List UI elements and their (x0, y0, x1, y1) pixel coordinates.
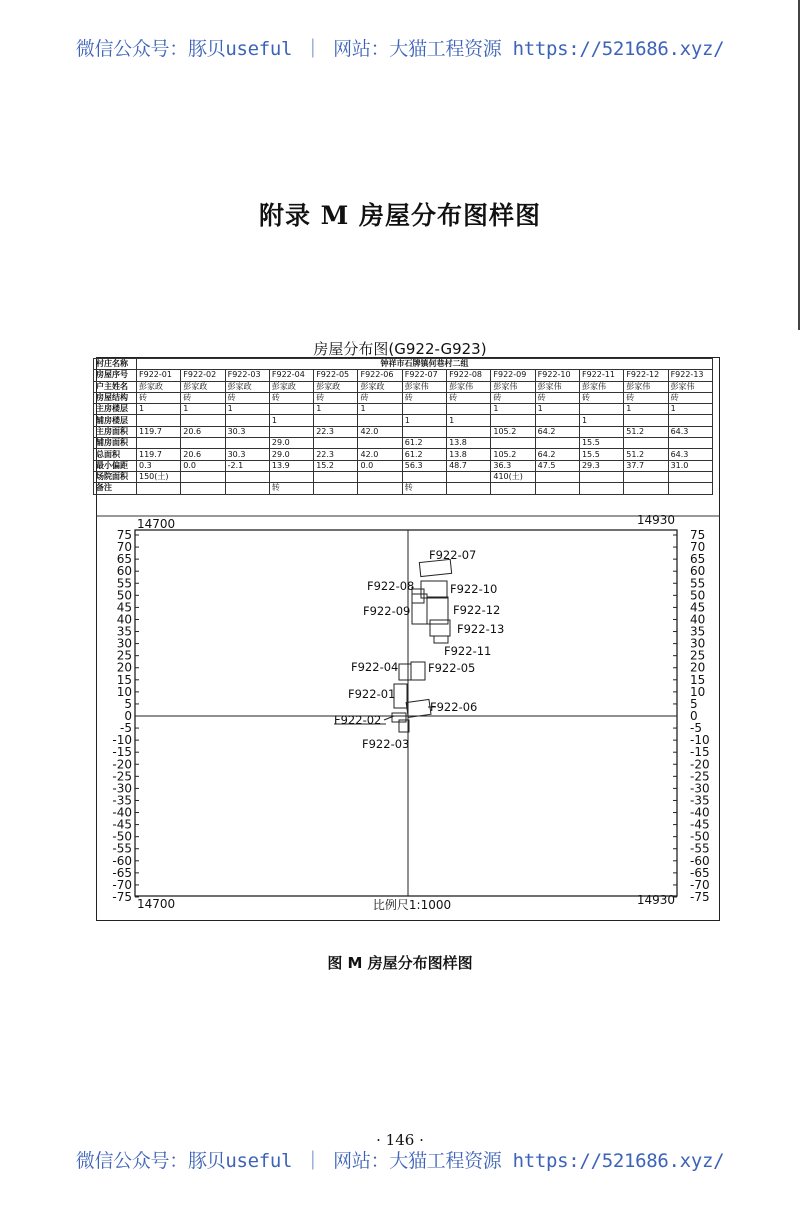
table-cell: 转 (269, 483, 313, 494)
y-tick-label-left: 25 (116, 648, 132, 663)
table-cell: 0.3 (137, 460, 181, 471)
y-tick-label-left: 10 (116, 684, 132, 699)
table-cell: F922-04 (269, 370, 313, 381)
table-cell: 彭家伟 (491, 381, 535, 392)
table-cell: 64.2 (535, 449, 579, 460)
table-cell: 15.5 (579, 449, 623, 460)
row-label: 主房面积 (94, 426, 137, 437)
table-cell: 48.7 (447, 460, 491, 471)
y-tick-label-left: -65 (112, 865, 132, 880)
row-label: 房屋序号 (94, 370, 137, 381)
table-cell: 砖 (402, 392, 446, 403)
table-cell: 61.2 (402, 449, 446, 460)
table-cell: 13.8 (447, 449, 491, 460)
y-tick-label-left: -35 (112, 793, 132, 808)
y-tick-label-right: 10 (690, 684, 706, 699)
x-right-top-label: 14930 (636, 513, 675, 527)
y-tick-label-left: 75 (116, 528, 132, 542)
table-cell: 1 (314, 404, 358, 415)
table-cell: 砖 (269, 392, 313, 403)
figure-title: 房屋分布图(G922-G923) (313, 340, 487, 358)
table-cell: 15.5 (579, 438, 623, 449)
y-tick-label-right: 60 (690, 564, 706, 579)
row-label: 总面积 (94, 449, 137, 460)
table-cell: 彭家政 (314, 381, 358, 392)
table-cell: 119.7 (137, 449, 181, 460)
y-tick-label-left: -5 (120, 721, 132, 736)
y-tick-label-right: -60 (690, 853, 710, 868)
table-cell: 20.6 (181, 426, 225, 437)
table-cell: F922-06 (358, 370, 402, 381)
table-cell: F922-11 (579, 370, 623, 381)
house-f922-05 (411, 662, 425, 680)
table-cell: 15.2 (314, 460, 358, 471)
house-label-f922-10: F922-10 (450, 582, 498, 596)
y-tick-label-left: -25 (112, 769, 132, 784)
table-cell: 30.3 (225, 426, 269, 437)
table-cell: 转 (402, 483, 446, 494)
table-cell: 1 (358, 404, 402, 415)
y-tick-label-left: -55 (112, 841, 132, 856)
house-f922-10 (421, 581, 447, 598)
y-tick-label-left: -10 (112, 733, 132, 748)
table-cell: 47.5 (535, 460, 579, 471)
table-cell: F922-02 (181, 370, 225, 381)
house-label-f922-01: F922-01 (348, 687, 396, 701)
row-label: 房屋结构 (94, 392, 137, 403)
table-cell: 51.2 (624, 449, 668, 460)
table-cell: 彭家政 (225, 381, 269, 392)
house-label-f922-09: F922-09 (363, 604, 411, 618)
table-cell: 0.0 (181, 460, 225, 471)
table-cell: F922-07 (402, 370, 446, 381)
table-cell: 砖 (314, 392, 358, 403)
y-tick-label-left: 70 (116, 540, 132, 555)
house-f922-06 (406, 699, 431, 717)
table-cell: 砖 (447, 392, 491, 403)
table-cell: 砖 (181, 392, 225, 403)
house-label-f922-12: F922-12 (453, 603, 501, 617)
table-cell: 29.3 (579, 460, 623, 471)
table-cell: 56.3 (402, 460, 446, 471)
table-cell: 彭家伟 (447, 381, 491, 392)
y-tick-label-right: 55 (690, 576, 706, 591)
table-cell: 1 (535, 404, 579, 415)
y-tick-label-right: -15 (690, 745, 710, 760)
house-f922-11 (434, 636, 448, 643)
y-tick-label-right: 50 (690, 588, 706, 603)
table-cell: 彭家政 (137, 381, 181, 392)
house-label-f922-06: F922-06 (430, 700, 478, 714)
y-tick-label-right: -35 (690, 793, 710, 808)
house-f922-01 (394, 684, 407, 708)
table-cell: F922-08 (447, 370, 491, 381)
y-tick-label-right: 65 (690, 552, 706, 567)
x-left-top-label: 14700 (137, 517, 176, 531)
table-cell: 20.6 (181, 449, 225, 460)
table-cell: 砖 (225, 392, 269, 403)
table-cell: 1 (624, 404, 668, 415)
table-cell: 105.2 (491, 449, 535, 460)
y-tick-label-right: 70 (690, 540, 706, 555)
table-cell: F922-09 (491, 370, 535, 381)
table-cell: 51.2 (624, 426, 668, 437)
y-tick-label-left: 5 (124, 696, 132, 711)
table-cell: 1 (181, 404, 225, 415)
table-cell: 22.3 (314, 449, 358, 460)
table-cell: 29.0 (269, 449, 313, 460)
table-cell: F922-05 (314, 370, 358, 381)
table-cell: 1 (447, 415, 491, 426)
y-tick-label-right: 30 (690, 636, 706, 651)
row-label: 辅房面积 (94, 438, 137, 449)
y-tick-label-right: -75 (690, 890, 710, 904)
y-tick-label-left: 50 (116, 588, 132, 603)
row-label: 备注 (94, 483, 137, 494)
table-cell: 彭家政 (181, 381, 225, 392)
table-cell: 37.7 (624, 460, 668, 471)
y-tick-label-right: -70 (690, 877, 710, 892)
house-label-f922-08: F922-08 (367, 579, 415, 593)
y-tick-label-right: -10 (690, 733, 710, 748)
y-tick-label-right: 75 (690, 528, 706, 542)
y-tick-label-left: -70 (112, 877, 132, 892)
y-tick-label-right: 15 (690, 672, 706, 687)
y-tick-label-right: 45 (690, 600, 706, 615)
y-tick-label-left: -30 (112, 781, 132, 796)
page-number: · 146 · (376, 1131, 424, 1149)
y-tick-label-left: -20 (112, 757, 132, 772)
y-tick-label-left: 55 (116, 576, 132, 591)
table-cell: 1 (269, 415, 313, 426)
x-left-bottom-label: 14700 (137, 897, 176, 911)
y-tick-label-left: 45 (116, 600, 132, 615)
village-name: 钟祥市石牌镇何巷村二组 (137, 359, 713, 370)
watermark-bottom: 微信公众号：豚贝useful ｜ 网站：大猫工程资源 https://521686.xyz/ (75, 1150, 725, 1172)
table-cell: 彭家政 (269, 381, 313, 392)
house-label-f922-13: F922-13 (457, 622, 505, 636)
y-tick-label-left: -15 (112, 745, 132, 760)
table-cell: 1 (579, 415, 623, 426)
table-cell: 1 (225, 404, 269, 415)
table-cell: 42.0 (358, 426, 402, 437)
table-cell: 105.2 (491, 426, 535, 437)
y-tick-label-right: 0 (690, 709, 698, 723)
y-tick-label-right: -65 (690, 865, 710, 880)
house-label-f922-04: F922-04 (351, 660, 399, 674)
table-cell: F922-13 (668, 370, 712, 381)
table-cell: 30.3 (225, 449, 269, 460)
row-label: 村庄名称 (94, 359, 137, 370)
y-tick-label-right: 40 (690, 612, 706, 627)
y-tick-label-right: -45 (690, 817, 710, 832)
table-cell: 彭家伟 (535, 381, 579, 392)
table-cell: 砖 (137, 392, 181, 403)
house-label-f922-03: F922-03 (362, 737, 410, 751)
house-label-f922-07: F922-07 (429, 548, 477, 562)
table-cell: 36.3 (491, 460, 535, 471)
table-cell: 彭家伟 (668, 381, 712, 392)
row-label: 辅房楼层 (94, 415, 137, 426)
y-tick-label-right: 5 (690, 696, 698, 711)
table-cell: 22.3 (314, 426, 358, 437)
table-cell: 150(土) (137, 471, 181, 482)
table-cell: 1 (137, 404, 181, 415)
table-cell: 42.0 (358, 449, 402, 460)
house-label-f922-11: F922-11 (444, 644, 492, 658)
y-tick-label-left: 20 (116, 660, 132, 675)
table-cell: 彭家伟 (624, 381, 668, 392)
scale-label: 比例尺1:1000 (372, 898, 452, 912)
table-cell: F922-10 (535, 370, 579, 381)
table-cell: 64.3 (668, 449, 712, 460)
house-label-f922-02: F922-02 (334, 713, 382, 727)
y-tick-label-left: 30 (116, 636, 132, 651)
table-cell: 119.7 (137, 426, 181, 437)
row-label: 户主姓名 (94, 381, 137, 392)
y-tick-label-left: -50 (112, 829, 132, 844)
y-tick-label-left: 0 (124, 709, 132, 723)
watermark-top: 微信公众号：豚贝useful ｜ 网站：大猫工程资源 https://521686.xyz/ (75, 38, 725, 60)
table-cell: -2.1 (225, 460, 269, 471)
row-label: 场院面积 (94, 471, 137, 482)
y-tick-label-left: -45 (112, 817, 132, 832)
y-tick-label-right: 20 (690, 660, 706, 675)
table-cell: F922-01 (137, 370, 181, 381)
y-tick-label-left: -60 (112, 853, 132, 868)
y-tick-label-left: -40 (112, 805, 132, 820)
y-tick-label-right: -50 (690, 829, 710, 844)
y-tick-label-right: -5 (690, 721, 702, 736)
house-label-f922-05: F922-05 (428, 661, 476, 675)
y-tick-label-left: 15 (116, 672, 132, 687)
table-cell: 31.0 (668, 460, 712, 471)
house-labels (334, 548, 504, 751)
table-cell: 64.3 (668, 426, 712, 437)
table-cell: 砖 (358, 392, 402, 403)
page-title: 附录 M 房屋分布图样图 (258, 201, 542, 230)
house-f922-04 (399, 664, 411, 680)
y-tick-label-left: 40 (116, 612, 132, 627)
table-cell: 1 (491, 404, 535, 415)
table-cell: 砖 (491, 392, 535, 403)
table-cell: F922-12 (624, 370, 668, 381)
y-tick-label-right: -40 (690, 805, 710, 820)
y-tick-label-left: -75 (112, 890, 132, 904)
x-right-bottom-label: 14930 (636, 893, 675, 907)
y-tick-label-right: 35 (690, 624, 706, 639)
table-cell: F922-03 (225, 370, 269, 381)
table-cell: 彭家伟 (402, 381, 446, 392)
table-cell: 砖 (535, 392, 579, 403)
y-tick-label-left: 35 (116, 624, 132, 639)
table-cell: 410(土) (491, 471, 535, 482)
row-label: 最小偏距 (94, 460, 137, 471)
table-cell: 砖 (624, 392, 668, 403)
y-tick-label-left: 60 (116, 564, 132, 579)
table-cell: 彭家伟 (579, 381, 623, 392)
y-ticks-right (673, 528, 710, 904)
table-cell: 61.2 (402, 438, 446, 449)
table-cell: 13.9 (269, 460, 313, 471)
y-tick-label-right: -20 (690, 757, 710, 772)
house-f922-13 (430, 620, 450, 636)
y-tick-label-right: -55 (690, 841, 710, 856)
row-label: 主房楼层 (94, 404, 137, 415)
y-tick-label-right: 25 (690, 648, 706, 663)
table-cell: 0.0 (358, 460, 402, 471)
table-cell: 1 (668, 404, 712, 415)
figure-caption: 图 M 房屋分布图样图 (327, 954, 473, 972)
table-cell: 1 (402, 415, 446, 426)
y-tick-label-left: 65 (116, 552, 132, 567)
table-cell: 29.0 (269, 438, 313, 449)
table-cell: 13.8 (447, 438, 491, 449)
table-cell: 砖 (668, 392, 712, 403)
table-cell: 砖 (579, 392, 623, 403)
table-cell: 彭家政 (358, 381, 402, 392)
table-cell: 64.2 (535, 426, 579, 437)
y-tick-label-right: -25 (690, 769, 710, 784)
y-tick-label-right: -30 (690, 781, 710, 796)
